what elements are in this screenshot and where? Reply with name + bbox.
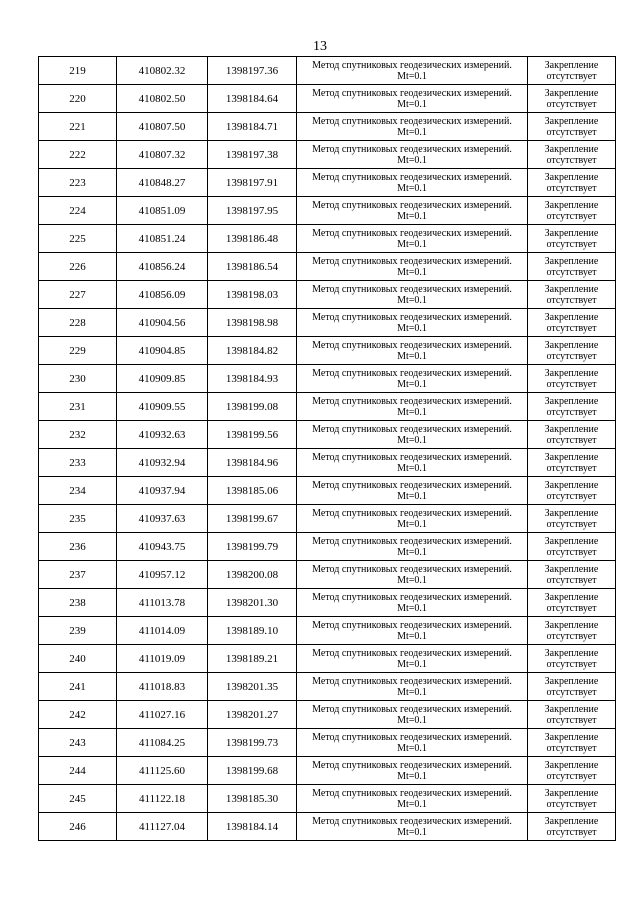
- x-coordinate-cell: 410937.63: [117, 505, 208, 533]
- y-coordinate-cell: 1398184.64: [208, 85, 297, 113]
- x-coordinate-cell: 410856.24: [117, 253, 208, 281]
- point-number-cell: 243: [39, 729, 117, 757]
- table-row: [39, 589, 616, 617]
- point-number-cell: 219: [39, 57, 117, 85]
- fixation-cell: Закрепление отсутствует: [528, 85, 616, 113]
- fixation-cell: Закрепление отсутствует: [528, 197, 616, 225]
- table-row: [39, 505, 616, 533]
- method-cell: Метод спутниковых геодезических измерений. Mt=0.1: [297, 309, 528, 337]
- page-number: 13: [313, 39, 327, 54]
- y-coordinate-cell: 1398185.06: [208, 477, 297, 505]
- fixation-cell: Закрепление отсутствует: [528, 141, 616, 169]
- method-cell: Метод спутниковых геодезических измерений. Mt=0.1: [297, 785, 528, 813]
- method-cell: Метод спутниковых геодезических измерений. Mt=0.1: [297, 85, 528, 113]
- y-coordinate-cell: 1398186.48: [208, 225, 297, 253]
- x-coordinate-cell: 411018.83: [117, 673, 208, 701]
- y-coordinate-cell: 1398189.10: [208, 617, 297, 645]
- y-coordinate-cell: 1398197.95: [208, 197, 297, 225]
- point-number-cell: 233: [39, 449, 117, 477]
- fixation-cell: Закрепление отсутствует: [528, 729, 616, 757]
- method-cell: Метод спутниковых геодезических измерений. Mt=0.1: [297, 225, 528, 253]
- y-coordinate-cell: 1398199.73: [208, 729, 297, 757]
- method-cell: Метод спутниковых геодезических измерений. Mt=0.1: [297, 421, 528, 449]
- table-row: [39, 169, 616, 197]
- y-coordinate-cell: 1398199.67: [208, 505, 297, 533]
- method-cell: Метод спутниковых геодезических измерений. Mt=0.1: [297, 813, 528, 841]
- x-coordinate-cell: 410807.50: [117, 113, 208, 141]
- fixation-cell: Закрепление отсутствует: [528, 113, 616, 141]
- table-row: [39, 253, 616, 281]
- method-cell: Метод спутниковых геодезических измерений. Mt=0.1: [297, 57, 528, 85]
- x-coordinate-cell: 410909.55: [117, 393, 208, 421]
- y-coordinate-cell: 1398198.98: [208, 309, 297, 337]
- x-coordinate-cell: 411084.25: [117, 729, 208, 757]
- table-row: [39, 533, 616, 561]
- table-row: [39, 617, 616, 645]
- fixation-cell: Закрепление отсутствует: [528, 281, 616, 309]
- method-cell: Метод спутниковых геодезических измерений. Mt=0.1: [297, 141, 528, 169]
- fixation-cell: Закрепление отсутствует: [528, 337, 616, 365]
- fixation-cell: Закрепление отсутствует: [528, 477, 616, 505]
- method-cell: Метод спутниковых геодезических измерений. Mt=0.1: [297, 701, 528, 729]
- y-coordinate-cell: 1398199.08: [208, 393, 297, 421]
- x-coordinate-cell: 411127.04: [117, 813, 208, 841]
- y-coordinate-cell: 1398189.21: [208, 645, 297, 673]
- point-number-cell: 224: [39, 197, 117, 225]
- point-number-cell: 223: [39, 169, 117, 197]
- y-coordinate-cell: 1398184.82: [208, 337, 297, 365]
- table-row: [39, 365, 616, 393]
- table-row: [39, 225, 616, 253]
- fixation-cell: Закрепление отсутствует: [528, 589, 616, 617]
- method-cell: Метод спутниковых геодезических измерений. Mt=0.1: [297, 393, 528, 421]
- method-cell: Метод спутниковых геодезических измерений. Mt=0.1: [297, 253, 528, 281]
- fixation-cell: Закрепление отсутствует: [528, 505, 616, 533]
- table-row: [39, 57, 616, 85]
- x-coordinate-cell: 410957.12: [117, 561, 208, 589]
- x-coordinate-cell: 410932.63: [117, 421, 208, 449]
- fixation-cell: Закрепление отсутствует: [528, 393, 616, 421]
- x-coordinate-cell: 410848.27: [117, 169, 208, 197]
- point-number-cell: 245: [39, 785, 117, 813]
- y-coordinate-cell: 1398198.03: [208, 281, 297, 309]
- fixation-cell: Закрепление отсутствует: [528, 785, 616, 813]
- table-row: [39, 309, 616, 337]
- x-coordinate-cell: 410909.85: [117, 365, 208, 393]
- point-number-cell: 231: [39, 393, 117, 421]
- method-cell: Метод спутниковых геодезических измерений. Mt=0.1: [297, 617, 528, 645]
- y-coordinate-cell: 1398199.68: [208, 757, 297, 785]
- fixation-cell: Закрепление отсутствует: [528, 533, 616, 561]
- y-coordinate-cell: 1398201.27: [208, 701, 297, 729]
- method-cell: Метод спутниковых геодезических измерений. Mt=0.1: [297, 673, 528, 701]
- x-coordinate-cell: 410904.85: [117, 337, 208, 365]
- table-row: [39, 393, 616, 421]
- x-coordinate-cell: 410851.09: [117, 197, 208, 225]
- table-row: [39, 477, 616, 505]
- x-coordinate-cell: 410937.94: [117, 477, 208, 505]
- method-cell: Метод спутниковых геодезических измерений. Mt=0.1: [297, 197, 528, 225]
- point-number-cell: 234: [39, 477, 117, 505]
- table-row: [39, 197, 616, 225]
- y-coordinate-cell: 1398201.35: [208, 673, 297, 701]
- y-coordinate-cell: 1398197.36: [208, 57, 297, 85]
- method-cell: Метод спутниковых геодезических измерений. Mt=0.1: [297, 561, 528, 589]
- x-coordinate-cell: 410802.32: [117, 57, 208, 85]
- x-coordinate-cell: 411013.78: [117, 589, 208, 617]
- y-coordinate-cell: 1398197.91: [208, 169, 297, 197]
- method-cell: Метод спутниковых геодезических измерений. Mt=0.1: [297, 169, 528, 197]
- table-row: [39, 337, 616, 365]
- table-row: [39, 561, 616, 589]
- y-coordinate-cell: 1398201.30: [208, 589, 297, 617]
- method-cell: Метод спутниковых геодезических измерений. Mt=0.1: [297, 113, 528, 141]
- x-coordinate-cell: 410904.56: [117, 309, 208, 337]
- y-coordinate-cell: 1398186.54: [208, 253, 297, 281]
- method-cell: Метод спутниковых геодезических измерений. Mt=0.1: [297, 757, 528, 785]
- point-number-cell: 237: [39, 561, 117, 589]
- table-row: [39, 85, 616, 113]
- y-coordinate-cell: 1398185.30: [208, 785, 297, 813]
- y-coordinate-cell: 1398199.79: [208, 533, 297, 561]
- x-coordinate-cell: 411122.18: [117, 785, 208, 813]
- point-number-cell: 230: [39, 365, 117, 393]
- point-number-cell: 226: [39, 253, 117, 281]
- x-coordinate-cell: 411027.16: [117, 701, 208, 729]
- coordinates-table: [38, 56, 616, 841]
- y-coordinate-cell: 1398199.56: [208, 421, 297, 449]
- point-number-cell: 227: [39, 281, 117, 309]
- point-number-cell: 246: [39, 813, 117, 841]
- fixation-cell: Закрепление отсутствует: [528, 309, 616, 337]
- fixation-cell: Закрепление отсутствует: [528, 757, 616, 785]
- y-coordinate-cell: 1398200.08: [208, 561, 297, 589]
- table-row: [39, 449, 616, 477]
- table-row: [39, 141, 616, 169]
- point-number-cell: 241: [39, 673, 117, 701]
- y-coordinate-cell: 1398184.14: [208, 813, 297, 841]
- fixation-cell: Закрепление отсутствует: [528, 253, 616, 281]
- x-coordinate-cell: 410851.24: [117, 225, 208, 253]
- method-cell: Метод спутниковых геодезических измерений. Mt=0.1: [297, 645, 528, 673]
- x-coordinate-cell: 410856.09: [117, 281, 208, 309]
- fixation-cell: Закрепление отсутствует: [528, 365, 616, 393]
- fixation-cell: Закрепление отсутствует: [528, 701, 616, 729]
- method-cell: Метод спутниковых геодезических измерений. Mt=0.1: [297, 449, 528, 477]
- table-row: [39, 729, 616, 757]
- point-number-cell: 239: [39, 617, 117, 645]
- method-cell: Метод спутниковых геодезических измерений. Mt=0.1: [297, 533, 528, 561]
- coordinates-table-body: [39, 57, 616, 841]
- table-row: [39, 421, 616, 449]
- fixation-cell: Закрепление отсутствует: [528, 561, 616, 589]
- fixation-cell: Закрепление отсутствует: [528, 225, 616, 253]
- y-coordinate-cell: 1398184.71: [208, 113, 297, 141]
- table-row: [39, 281, 616, 309]
- point-number-cell: 228: [39, 309, 117, 337]
- y-coordinate-cell: 1398197.38: [208, 141, 297, 169]
- method-cell: Метод спутниковых геодезических измерений. Mt=0.1: [297, 365, 528, 393]
- fixation-cell: Закрепление отсутствует: [528, 169, 616, 197]
- fixation-cell: Закрепление отсутствует: [528, 57, 616, 85]
- y-coordinate-cell: 1398184.96: [208, 449, 297, 477]
- fixation-cell: Закрепление отсутствует: [528, 673, 616, 701]
- table-row: [39, 813, 616, 841]
- x-coordinate-cell: 410932.94: [117, 449, 208, 477]
- table-row: [39, 645, 616, 673]
- point-number-cell: 229: [39, 337, 117, 365]
- point-number-cell: 235: [39, 505, 117, 533]
- fixation-cell: Закрепление отсутствует: [528, 617, 616, 645]
- fixation-cell: Закрепление отсутствует: [528, 449, 616, 477]
- fixation-cell: Закрепление отсутствует: [528, 813, 616, 841]
- point-number-cell: 222: [39, 141, 117, 169]
- point-number-cell: 220: [39, 85, 117, 113]
- method-cell: Метод спутниковых геодезических измерений. Mt=0.1: [297, 281, 528, 309]
- point-number-cell: 236: [39, 533, 117, 561]
- table-row: [39, 701, 616, 729]
- point-number-cell: 240: [39, 645, 117, 673]
- fixation-cell: Закрепление отсутствует: [528, 645, 616, 673]
- point-number-cell: 221: [39, 113, 117, 141]
- table-row: [39, 757, 616, 785]
- x-coordinate-cell: 411019.09: [117, 645, 208, 673]
- y-coordinate-cell: 1398184.93: [208, 365, 297, 393]
- point-number-cell: 242: [39, 701, 117, 729]
- method-cell: Метод спутниковых геодезических измерений. Mt=0.1: [297, 589, 528, 617]
- method-cell: Метод спутниковых геодезических измерений. Mt=0.1: [297, 477, 528, 505]
- method-cell: Метод спутниковых геодезических измерений. Mt=0.1: [297, 337, 528, 365]
- x-coordinate-cell: 410807.32: [117, 141, 208, 169]
- x-coordinate-cell: 410802.50: [117, 85, 208, 113]
- x-coordinate-cell: 411125.60: [117, 757, 208, 785]
- x-coordinate-cell: 410943.75: [117, 533, 208, 561]
- table-row: [39, 673, 616, 701]
- table-row: [39, 785, 616, 813]
- point-number-cell: 238: [39, 589, 117, 617]
- point-number-cell: 244: [39, 757, 117, 785]
- method-cell: Метод спутниковых геодезических измерений. Mt=0.1: [297, 729, 528, 757]
- x-coordinate-cell: 411014.09: [117, 617, 208, 645]
- fixation-cell: Закрепление отсутствует: [528, 421, 616, 449]
- point-number-cell: 225: [39, 225, 117, 253]
- method-cell: Метод спутниковых геодезических измерений. Mt=0.1: [297, 505, 528, 533]
- table-row: [39, 113, 616, 141]
- point-number-cell: 232: [39, 421, 117, 449]
